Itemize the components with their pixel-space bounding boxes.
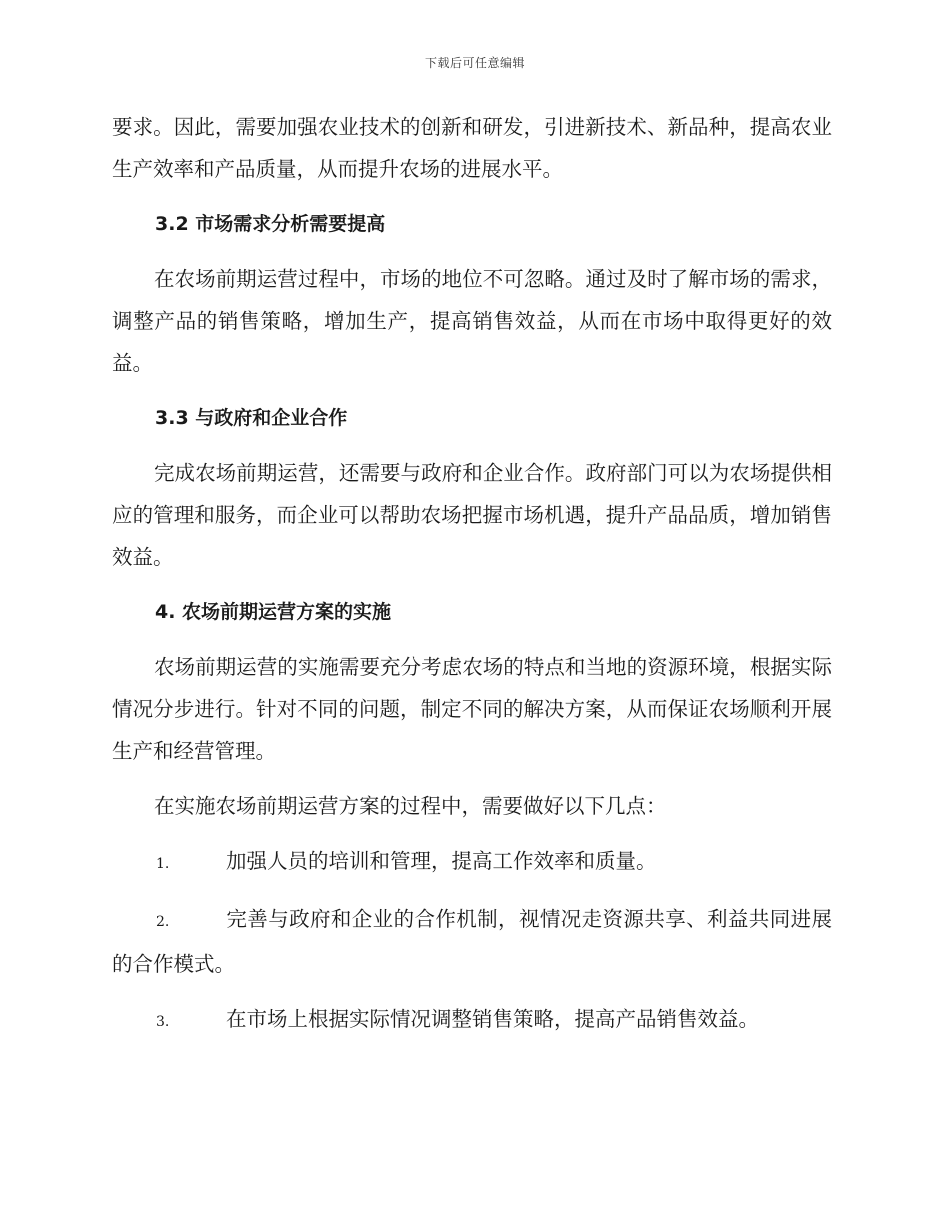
list-item [112,998,832,1043]
paragraph-market-demand: 在农场前期运营过程中，市场的地位不可忽略。通过及时了解市场的需求，调整产品的销售策略，增加生产，提高销售效益，从而在市场中取得更好的效益。 [112,267,832,375]
paragraph-list-intro: 在实施农场前期运营方案的过程中，需要做好以下几点： [154,794,667,818]
section-heading-3-2: 3.2 市场需求分析需要提高 [155,213,386,235]
list-item [112,898,832,985]
section-heading-3-3: 3.3 与政府和企业合作 [155,407,348,429]
list-item-number: 2. [156,914,170,930]
list-item [112,840,832,885]
paragraph-implementation: 农场前期运营的实施需要充分考虑农场的特点和当地的资源环境，根据实际情况分步进行。针对不同的问题，制定不同的解决方案，从而保证农场顺利开展生产和经营管理。 [112,655,832,763]
list-item-number: 1. [156,856,170,872]
paragraph-continuation: 要求。因此，需要加强农业技术的创新和研发，引进新技术、新品种，提高农业生产效率和产品质量，从而提升农场的进展水平。 [112,115,832,181]
list-item-text: 加强人员的培训和管理，提高工作效率和质量。 [226,849,657,873]
document-body [112,106,832,1056]
list-item-text: 在市场上根据实际情况调整销售策略，提高产品销售效益。 [226,1007,759,1031]
page-header: 下载后可任意编辑 [424,56,525,70]
list-item-text: 完善与政府和企业的合作机制，视情况走资源共享、利益共同进展的合作模式。 [112,907,832,976]
paragraph-cooperation: 完成农场前期运营，还需要与政府和企业合作。政府部门可以为农场提供相应的管理和服务，而企业可以帮助农场把握市场机遇，提升产品品质，增加销售效益。 [112,461,832,569]
section-heading-4: 4. 农场前期运营方案的实施 [155,601,392,623]
list-item-number: 3. [156,1014,170,1030]
